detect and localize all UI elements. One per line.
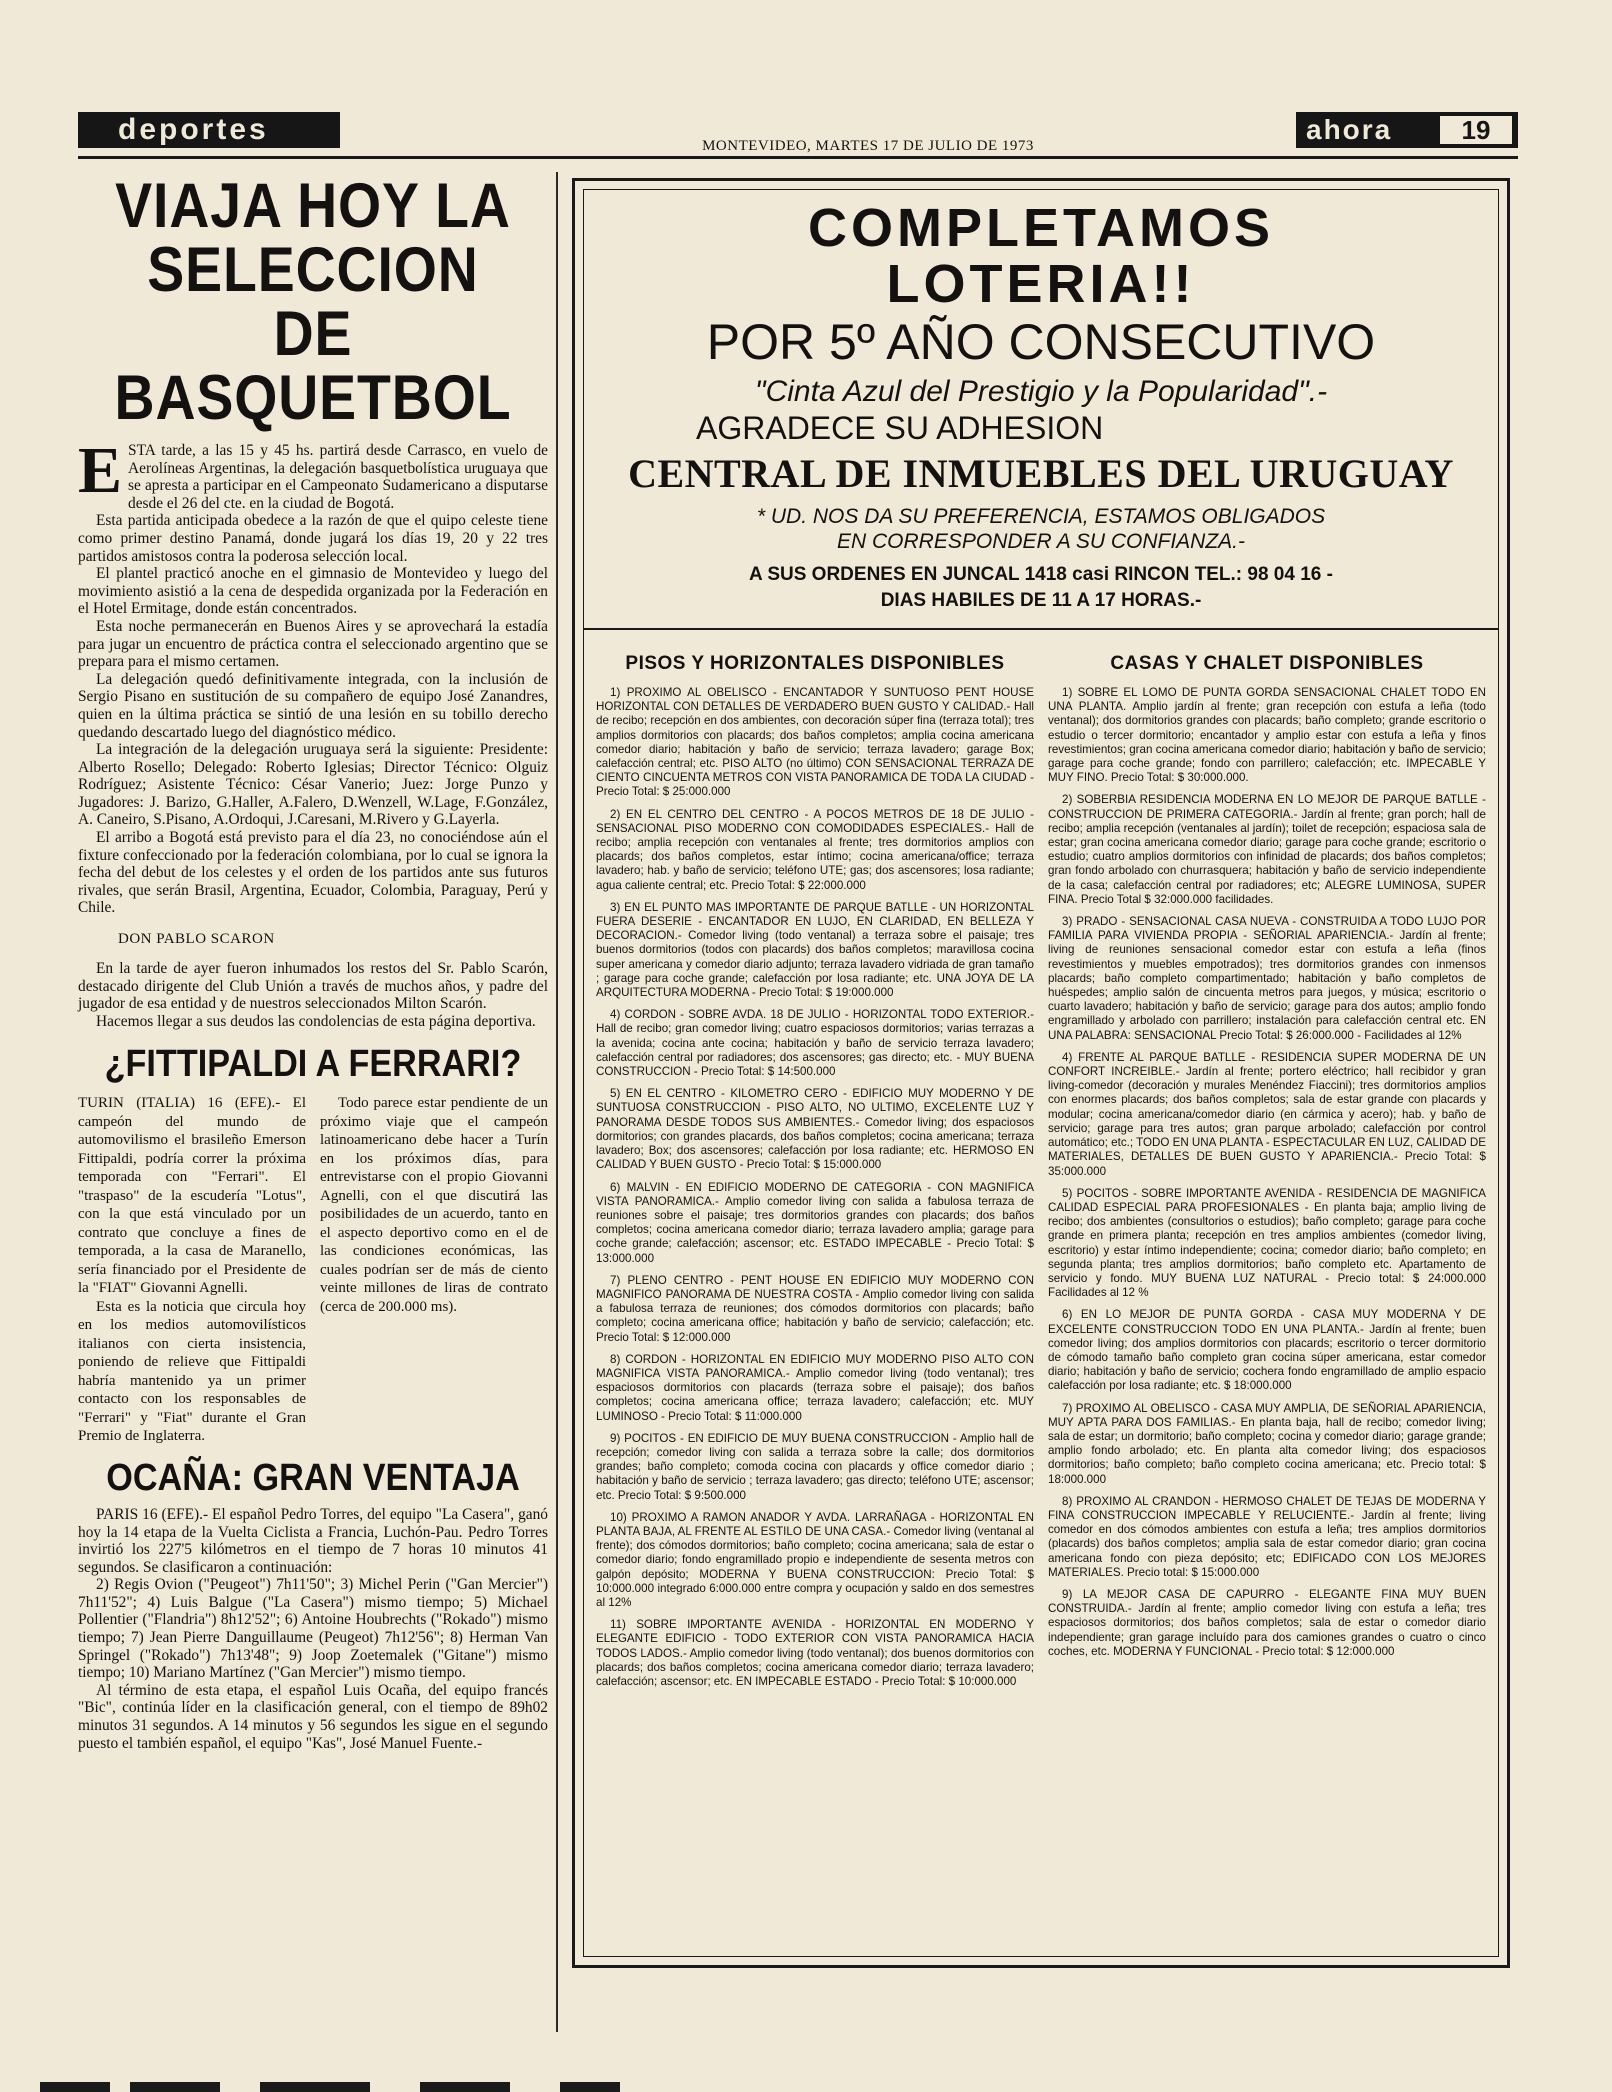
subhead-scaron: DON PABLO SCARON <box>118 931 275 948</box>
ad-rule <box>584 628 1498 630</box>
dateline: MONTEVIDEO, MARTES 17 DE JULIO DE 1973 <box>702 138 1034 154</box>
ad-title-line-2: LOTERIA!! <box>886 254 1196 314</box>
article-paragraph: La integración de la delegación uruguaya será la siguiente: Presidente: Alberto Rosello; Delegado: Roberto Iglesias; Director Técnico: Olguiz Rodríguez; Asistente Técnico: César Vanerio; Juez: Jorge Punzo y Jugadores: J. Barizo, G.Haller, A.Falero, D.Wenzell, W.Lage, F.González, A. Caneiro, S.Pisano, A.Ordoqui, J.Caresani, M.Rivero y G.Layerla. <box>78 741 548 829</box>
drop-cap: E <box>78 434 123 507</box>
ad-slogan: "Cinta Azul del Prestigio y la Popularidad".- <box>754 375 1328 408</box>
bottom-mark <box>560 2082 620 2092</box>
section-tag: deportes <box>78 112 340 148</box>
article-paragraph: El arribo a Bogotá está previsto para el día 23, no conociéndose aún el fixture confeccionado por la federación colombiana, por lo cual se ignora la fecha del debut de los celestes y el orden de los partidos ante sus futuros rivales, que serán Brasil, Argentina, Ecuador, Colombia, Paraguay, Perú y Chile. <box>78 829 548 917</box>
listing-item: 7) PLENO CENTRO - PENT HOUSE EN EDIFICIO MUY MODERNO CON MAGNIFICO PANORAMA DE NUESTRA COSTA - Amplio comedor living con salida a fabulosa terraza de reuniones; dos cómodos dormitorios con placards; baño completo; cocina americana office; habitación y baño de servicio; calefacción; etc. Precio Total: $ 12:000.000 <box>596 1273 1034 1344</box>
article-paragraph: La delegación quedó definitivamente integrada, con la inclusión de Sergio Pisano en sustitución de su compañero de equipo José Zanandres, quien en la última práctica se sintió de una lesión en su tobillo derecho quedando descartado luego del diagnóstico médico. <box>78 670 548 741</box>
ad-address-line-2: DIAS HABILES DE 11 A 17 HORAS.- <box>880 590 1202 611</box>
ad-listing-columns <box>596 652 1486 1944</box>
listing-item: 4) CORDON - SOBRE AVDA. 18 DE JULIO - HORIZONTAL TODO EXTERIOR.- Hall de recibo; gran comedor living; cuatro espaciosos dormitorios; varias terrazas a la avenida; cocina ante cocina; habitación y baño de servicio terraza lavadero; calefacción central por radiadores; dos ascensores; gas directo; etc. - MUY BUENA CONSTRUCCION - Precio Total: $ 14:500.000 <box>596 1008 1034 1079</box>
listing-item: 1) PROXIMO AL OBELISCO - ENCANTADOR Y SUNTUOSO PENT HOUSE HORIZONTAL CON DETALLES DE VERDADERO BUEN GUSTO Y CALIDAD.- Hall de recibo; recepción en dos ambientes, con decoración súper fina (terraza total); tres amplios dormitorios con placards; dos baños completos; amplia cocina americana comedor diario; habitación y baño de servicio; terraza lavadero; garage Box; calefacción central; etc. PISO ALTO (no último) CON SENSACIONAL TERRAZA DE CIENTO CINCUENTA METROS CON VISTA PANORAMICA DE TODA LA CIUDAD - Precio Total: $ 25:000.000 <box>596 686 1034 799</box>
listing-item: 6) MALVIN - EN EDIFICIO MODERNO DE CATEGORIA - CON MAGNIFICA VISTA PANORAMICA.- Amplio comedor living con salida a fabulosa terraza de reuniones sobre el paisaje; tres dormitorios grandes con placards; dos baños completos; cocina americana comedor diario; terraza lavadero amplia; garage para coche grande; calefacción; ascensor; etc. ESTADO IMPECABLE - Precio Total: $ 13:000.000 <box>596 1180 1034 1265</box>
article-paragraph: Esta partida anticipada obedece a la razón de que el quipo celeste tiene como primer destino Panamá, donde jugará los días 19, 20 y 22 tres partidos amistosos contra la poderosa selección local. <box>78 512 548 565</box>
ad-company-name: CENTRAL DE INMUEBLES DEL URUGUAY <box>628 451 1454 496</box>
page-bottom-marks <box>0 2078 1612 2092</box>
listing-item: 11) SOBRE IMPORTANTE AVENIDA - HORIZONTAL EN MODERNO Y ELEGANTE EDIFICIO - TODO EXTERIOR CON VISTA PANORAMICA HACIA TODOS LADOS.- Amplio comedor living (todo ventanal); dos buenos dormitorios con placards; dos baños completos; cocina americana comedor diario; terraza lavadero; calefacción; ascensor; etc. EN IMPECABLE ESTADO - Precio Total: $ 10:000.000 <box>596 1618 1034 1688</box>
listing-item: 3) PRADO - SENSACIONAL CASA NUEVA - CONSTRUIDA A TODO LUJO POR FAMILIA PARA VIVIENDA PROPIA - SEÑORIAL APARIENCIA.- Jardín al frente; living de reuniones sensacional comedor estar con estufa a leña (finos revestimientos y muebles empotrados); tres dormitorios grandes con inmensos placards; baño completo compartimentado; habitación y baño completos de huéspedes; amplio salón de cincuenta metros para juegos, y música; escritorio o cuarto lavadero; habitación y baño de servicio; garage para dos autos; amplio fondo engramillado y arbolado con parrillero; instalación para calefacción central etc. EN UNA PALABRA: SENSACIONAL Precio Total: $ 26:000.000 - Facilidades al 12% <box>1048 915 1486 1042</box>
article-paragraph: PARIS 16 (EFE).- El español Pedro Torres, del equipo "La Casera", ganó hoy la 14 etapa de la Vuelta Ciclista a Francia, Luchón-Pau. Pedro Torres invirtió los 227'5 kilómetros en el tiempo de 7 horas 10 minutos 41 segundos. Se clasificaron a continuación: <box>78 1505 548 1576</box>
listing-item: 2) EN EL CENTRO DEL CENTRO - A POCOS METROS DE 18 DE JULIO - SENSACIONAL PISO MODERNO CON COMODIDADES ESPECIALES.- Hall de recibo; amplia recepción con ventanales al frente; tres dormitorios amplios con placards; dos baños completos, estar íntimo; cocina americana/office; terraza lavadero; hab. y baño de servicio; teléfono UTE; gas; dos ascensores; losa radiante; agua caliente central; etc. Precio Total: $ 22:000.000 <box>596 807 1034 892</box>
casas-title: CASAS Y CHALET DISPONIBLES <box>1110 653 1424 674</box>
listing-item: 2) SOBERBIA RESIDENCIA MODERNA EN LO MEJOR DE PARQUE BATLLE - CONSTRUCCION DE PRIMERA CATEGORIA.- Jardín al frente; gran porch; hall de recibo; amplia recepción (ventanales al jardín); toilet de recepción; espaciosa sala de estar; gran cocina americana comedor diario; garage para coche grande; escritorio o estudio; cuatro amplios dormitorios con infinidad de placards; dos baños completos; gran fondo arbolado con churrasquera; habitación y baño de servicio independiente de la casa; calefacción central por radiadores; etc; ALEGRE LUMINOSA, SUPER FINA. Precio Total $ 32:000.000 facilidades. <box>1048 793 1486 906</box>
masthead-rule <box>78 156 1518 159</box>
headline-ocana: OCAÑA: GRAN VENTAJA <box>106 1456 520 1499</box>
page-number: 19 <box>1440 116 1512 144</box>
paragraph-text: STA tarde, a las 15 y 45 hs. partirá desde Carrasco, en vuelo de Aerolíneas Argentinas, la delegación basquetbolística uruguaya que se apresta a participar en el Campeonato Sudamericano a disputarse desde el 26 del cte. en la ciudad de Bogotá. <box>128 442 548 512</box>
ad-header <box>584 200 1498 630</box>
bottom-mark <box>260 2082 370 2092</box>
article-paragraph: 2) Regis Ovion ("Peugeot") 7h11'50"; 3) Michel Perin ("Gan Mercier") 7h11'52"; 4) Luis Balgue ("La Casera") mismo tiempo; 5) Michael Pollentier ("Flandria") 8h12'52"; 6) Antoine Houbrechts ("Rokado") mismo tiempo; 7) Jean Pierre Danguillaume (Peugeot) 7h12'56"; 8) Herman Van Springel ("Rokado") 7h13'48"; 9) Joop Zoetemalek ("Gitane") mismo tiempo; 10) Mariano Martínez ("Gan Mercier") mismo tiempo. <box>78 1576 548 1682</box>
ad-consecutive: POR 5º AÑO CONSECUTIVO <box>706 314 1376 370</box>
bottom-mark <box>420 2082 510 2092</box>
article-paragraph: En la tarde de ayer fueron inhumados los restos del Sr. Pablo Scarón, destacado dirigente del Club Unión a través de muchos años, y padre del jugador de esa entidad y de nuestros seleccionados Milton Scarón. <box>78 960 548 1013</box>
listing-item: 9) LA MEJOR CASA DE CAPURRO - ELEGANTE FINA MUY BUEN CONSTRUIDA.- Jardín al frente; amplio comedor living con estufa a leña; tres espaciosos dormitorios; dos baños completos; sala de estar o comedor diario independiente; gran garage incluído para dos camiones grandes o cuatro o cinco coches, etc. MODERNA Y FUNCIONAL - Precio total: $ 12:000.000 <box>1048 1587 1486 1658</box>
fittipaldi-columns <box>78 1094 548 1446</box>
listing-item: 8) PROXIMO AL CRANDON - HERMOSO CHALET DE TEJAS DE MODERNA Y FINA CONSTRUCCION IMPECABLE Y RELUCIENTE.- Jardín al frente; living comedor en dos cómodos ambientes con estufa a leña; tres amplios dormitorios (placards) dos baños completos; amplia sala de estar comedor diario; gran cocina americana fondo con pieza depósito; etc; EDIFICADO CON LOS MEJORES MATERIALES. Precio total: $ 15:000.000 <box>1048 1494 1486 1579</box>
bottom-mark <box>40 2082 110 2092</box>
listing-item: 5) EN EL CENTRO - KILOMETRO CERO - EDIFICIO MUY MODERNO Y DE SUNTUOSA CONSTRUCCION - PISO ALTO, NO ULTIMO, EXCELENTE LUZ Y PANORAMA DESDE TODOS SUS AMBIENTES.- Comedor living; dos espaciosos dormitorios; con grandes placards, dos baños completos; cocina americana; terraza lavadero; Box; dos ascensores; calefacción por losa radiante; etc. HERMOSO EN CALIDAD Y BUEN GUSTO - Precio Total: $ 15:000.000 <box>596 1087 1034 1172</box>
paper-name: ahora <box>1306 114 1393 145</box>
ad-thanks: AGRADECE SU ADHESION <box>696 410 1104 446</box>
article-paragraph: Todo parece estar pendiente de un próximo viaje que el campeón latinoamericano debe hacer a Turín en los próximos días, para entrevistarse con el propio Giovanni Agnelli, con el que discutirá las posibilidades de un acuerdo, tanto en el aspecto deportivo como en el de las condiciones económicas, las cuales podrían ser de más de ciento veinte millones de liras de contrato (cerca de 200.000 ms). <box>320 1095 548 1315</box>
article-paragraph: Al término de esta etapa, el español Luis Ocaña, del equipo francés "Bic", continúa líder en la clasificación general, con el tiempo de 89h02 minutos 31 segundos. A 14 minutos y 56 segundos les sigue en el segundo puesto el también español, el equipo "Kas", José Manuel Fuente.- <box>78 1681 548 1752</box>
listing-item: 1) SOBRE EL LOMO DE PUNTA GORDA SENSACIONAL CHALET TODO EN UNA PLANTA. Amplio jardín al frente; gran recepción con estufa a leña (todo ventanal); dos dormitorios grandes con placards; baño completo; grande escritorio o estudio o tercer dormitorio; encantador y amplio estar con estufa a leña y finos revestimientos; gran cocina americana comedor diario; habitación y baño de servicio; garage para coche grande; fondo con parrillero; calefacción; etc. IMPECABLE Y MUY FINO. Precio Total: $ 30:000.000. <box>1048 686 1486 785</box>
ad-note-line-1: * UD. NOS DA SU PREFERENCIA, ESTAMOS OBLIGADOS <box>756 505 1326 528</box>
listing-item: 10) PROXIMO A RAMON ANADOR Y AVDA. LARRAÑAGA - HORIZONTAL EN PLANTA BAJA, AL FRENTE AL ESTILO DE UNA CASA.- Comedor living (ventanal al frente); dos cómodos dormitorios; baño completo; cocina americana; sala de estar o comedor diario; fondo engramillado propio e independiente de sesenta metros con galpón depósito; MODERNA Y BUENA CONSTRUCCION: Precio Total: $ 10:000.000 integrado 6:000.000 entre compra y ocupación y saldo en dos semestres al 12% <box>596 1510 1034 1609</box>
ad-address-line-1: A SUS ORDENES EN JUNCAL 1418 casi RINCON TEL.: 98 04 16 - <box>749 564 1333 585</box>
headline-basquetbol <box>106 171 520 433</box>
listing-item: 7) PROXIMO AL OBELISCO - CASA MUY AMPLIA, DE SEÑORIAL APARIENCIA, MUY APTA PARA DOS FAMILIAS.- En planta baja, hall de recibo; comedor living; sala de estar; un dormitorio; baño completo; cocina y comedor diario; garage grande; amplio fondo arbolado; etc. En planta alta comedor living; dos espaciosos dormitorios; baño completo; baño completo cocina americana; etc. Precio total: $ 18:000.000 <box>1048 1401 1486 1486</box>
headline-line-3: BASQUETBOL <box>114 363 512 433</box>
article-paragraph: Hacemos llegar a sus deudos las condolencias de esta página deportiva. <box>96 1012 536 1030</box>
headline-line-2: SELECCION DE <box>147 235 479 369</box>
headline-fittipaldi: ¿FITTIPALDI A FERRARI? <box>104 1043 522 1086</box>
column-divider <box>556 172 558 2032</box>
paper-tag <box>1296 112 1518 148</box>
article-paragraph: Esta es la noticia que circula hoy en los medios automovilísticos italianos con cierta insistencia, poniendo de relieve que Fittipaldi habría mantenido ya un primer contacto con los responsables de "Ferrari" y "Fiat" durante el Gran Premio de Inglaterra. <box>78 1298 306 1445</box>
masthead <box>78 112 1518 160</box>
article-paragraph: TURIN (ITALIA) 16 (EFE).- El campeón del mundo de automovilismo el brasileño Emerson Fittipaldi, podría correr la próxima temporada con "Ferrari". El "traspaso" de la escudería "Lotus", con la que está vinculado por un contrato que concluye a fines de temporada, a la casa de Maranello, sería financiado por el Presidente de la "FIAT" Giovanni Agnelli. <box>78 1095 306 1297</box>
article-paragraph: El plantel practicó anoche en el gimnasio de Montevideo y luego del movimiento asistió a la cena de despedida organizada por la Federación en el Hotel Ermitage, donde están concentrados. <box>78 565 548 618</box>
listing-item: 9) POCITOS - EN EDIFICIO DE MUY BUENA CONSTRUCCION - Amplio hall de recepción; comedor living con salida a terraza sobre la calle; dos dormitorios grandes; baño completo; comoda cocina con placards y office comedor diario ; habitación y baño de servicio ; terraza lavadero; gas directo; teléfono UTE; ascensor; etc. Precio Total: $ 9:500.000 <box>596 1431 1034 1502</box>
listing-item: 5) POCITOS - SOBRE IMPORTANTE AVENIDA - RESIDENCIA DE MAGNIFICA CALIDAD ESPECIAL PARA PROFESIONALES - En planta baja; amplio living de recibo; dos ambientes (consultorios o estudios); baño completo; garage para coche grande en primera planta; recepción en tres amplios ambientes (comedor living, escritorio) y estar íntimo independiente; cocina; comedor diario; baño completo; en segunda planta; tres amplios dormitorios; baño completo etc. Apartamento de servicio y fondo. MUY BUENA LUZ NATURAL - Precio total: $ 24:000.000 Facilidades al 12 % <box>1048 1186 1486 1300</box>
article-paragraph <box>78 434 548 512</box>
pisos-column <box>596 652 1034 1944</box>
left-column <box>78 168 548 2028</box>
listing-item: 3) EN EL PUNTO MAS IMPORTANTE DE PARQUE BATLLE - UN HORIZONTAL FUERA DESERIE - ENCANTADOR EN LUJO, EN CLARIDAD, EN BELLEZA Y DECORACION.- Comedor living (todo ventanal) a terraza sobre el paisaje; tres buenos dormitorios (todos con placards) dos baños completos; maravillosa cocina super americana y comedor diario adjunto; terraza lavadero vidriada de gran tamaño ; garage para coche grande; calefacción por losa radiante; etc. UNA JOYA DE LA ARQUITECTURA MODERNA - Precio Total: $ 19:000.000 <box>596 900 1034 1000</box>
fittipaldi-col-2 <box>320 1094 548 1446</box>
bottom-mark <box>130 2082 220 2092</box>
pisos-title: PISOS Y HORIZONTALES DISPONIBLES <box>625 653 1005 674</box>
fittipaldi-col-1 <box>78 1094 306 1446</box>
ad-note-line-2: EN CORRESPONDER A SU CONFIANZA.- <box>837 530 1245 553</box>
listing-item: 4) FRENTE AL PARQUE BATLLE - RESIDENCIA SUPER MODERNA DE UN CONFORT INCREIBLE.- Jardín al frente; portero eléctrico; hall recibidor y gran living-comedor (decoración y murales Menéndez Fiaccini); tres dormitorios amplios con enormes placards; dos baños completos; sala de estar grande con placards y modular; cocina americana/comedor diario (en cármica y acero); hab. y baño de servicio; garage para tres autos; gran parque arbolado; calefacción por control automático; etc.; TODO EN UNA PLANTA - ESPECTACULAR EN LUZ, CALIDAD DE MATERIALES, DETALLES DE BUEN GUSTO Y APARIENCIA.- Precio Total: $ 35:000.000 <box>1048 1050 1486 1178</box>
headline-line-1: VIAJA HOY LA <box>115 171 511 241</box>
listing-item: 6) EN LO MEJOR DE PUNTA GORDA - CASA MUY MODERNA Y DE EXCELENTE CONSTRUCCION TODO EN UNA PLANTA.- Jardín al frente; buen comedor living; dos amplios dormitorios con placards; escritorio o tercer dormitorio de cómodo tamaño baño completo gran cocina súper americana, estar comedor diario; habitación y baño de servicio; cochera fondo engramillado de amplio espacio calefacción por losa radiante; etc. $ 18:000.000 <box>1048 1308 1486 1393</box>
ad-title-line-1: COMPLETAMOS <box>808 198 1274 258</box>
casas-column <box>1048 652 1486 1944</box>
article-paragraph: Esta noche permanecerán en Buenos Aires y se aprovechará la estadía para jugar un encuentro de práctica contra el seleccionado argentino que se prepara para el mismo certamen. <box>78 617 548 671</box>
real-estate-advertisement <box>572 178 1510 1968</box>
listing-item: 8) CORDON - HORIZONTAL EN EDIFICIO MUY MODERNO PISO ALTO CON MAGNIFICA VISTA PANORAMICA.- Amplio comedor living (todo ventanal); tres espaciosos dormitorios con placards (terraza sobre el paisaje); dos baños completos; cocina americana office; terraza lavadero; calefacción; etc. MUY LUMINOSO - Precio Total: $ 11:000.000 <box>596 1352 1034 1423</box>
ad-inner-border <box>583 189 1499 1957</box>
